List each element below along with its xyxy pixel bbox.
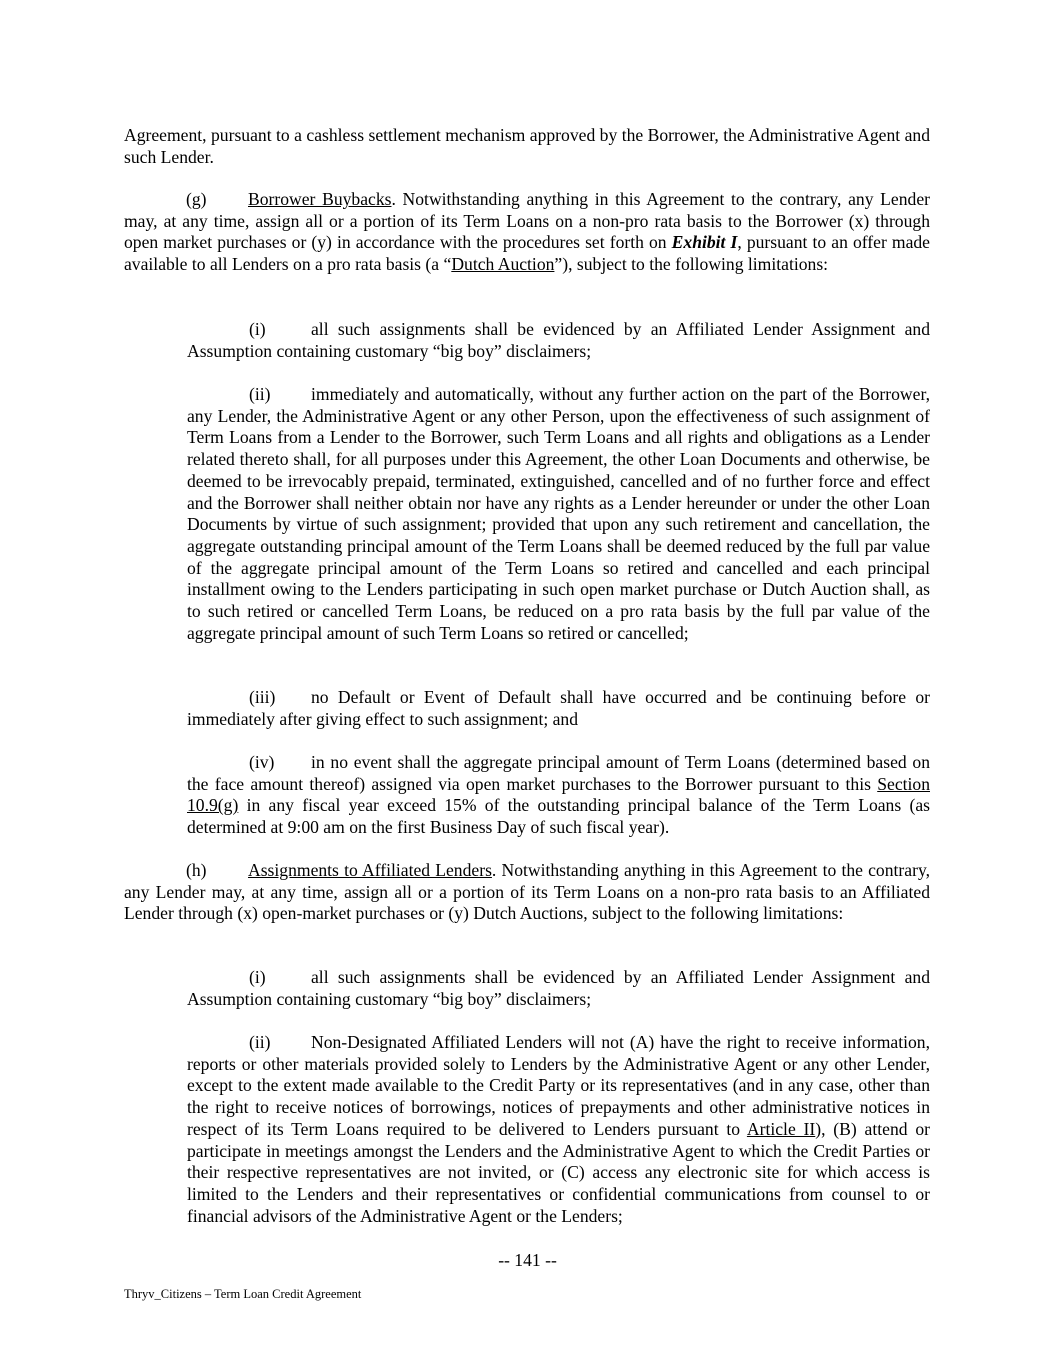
defined-term-dutch-auction: Dutch Auction (451, 254, 555, 275)
clause-number: (iv) (249, 752, 275, 772)
section-g (124, 189, 930, 276)
clause-text: all such assignments shall be evidenced by an Affiliated Lender Assignment and Assumption containing customary “big boy” disclaimers; (187, 319, 930, 361)
clause-number: (iii) (249, 687, 276, 707)
exhibit-reference: Exhibit I (671, 232, 738, 253)
clause-text: in no event shall the aggregate principal amount of Term Loans (determined based on the face amount thereof) assigned via open market purchases to the Borrower pursuant to this (187, 752, 930, 794)
section-h-text: . Notwithstanding anything in this Agreement to the contrary, any Lender may, at any time, assign all or a portion of its Term Loans on a non-pro rata basis to an Affiliated Lender through (x) open-market purchases or (y) Dutch Auctions, subject to the following limitations: (124, 860, 930, 924)
section-h-number: (h) (186, 860, 207, 880)
clause-number: (ii) (249, 384, 271, 404)
clause-text: no Default or Event of Default shall have occurred and be continuing before or immediately after giving effect to such assignment; and (187, 687, 930, 729)
section-g-clause-i (187, 319, 930, 362)
continuation-text: Agreement, pursuant to a cashless settlement mechanism approved by the Borrower, the Administrative Agent and such Lender. (124, 125, 930, 167)
clause-text: all such assignments shall be evidenced by an Affiliated Lender Assignment and Assumption containing customary “big boy” disclaimers; (187, 967, 930, 1009)
continuation-paragraph (124, 125, 930, 168)
page-number: -- 141 -- (498, 1250, 557, 1270)
section-h-heading: Assignments to Affiliated Lenders (248, 860, 492, 880)
clause-number: (i) (249, 319, 266, 339)
clause-number: (ii) (249, 1032, 271, 1052)
clause-text: immediately and automatically, without any further action on the part of the Borrower, any Lender, the Administrative Agent or any other Person, upon the effectiveness of such assignment of Term Loans from a Lender to the Borrower, such Term Loans and all rights and obligations as a Lender related thereto shall, for all purposes under this Agreement, the other Loan Documents and otherwise, be deemed to be irrevocably prepaid, terminated, extinguished, cancelled and of no further force and effect and the Borrower shall neither obtain nor have any rights as a Lender hereunder or under the other Loan Documents by virtue of such assignment; provided that upon any such retirement and cancellation, the aggregate outstanding principal amount of the Term Loans shall be deemed reduced by the full par value of the aggregate principal amount of the Term Loans so retired and cancelled and each principal installment owing to the Lenders participating in such open market purchase or Dutch Auction shall, as to such retired or cancelled Term Loans, be reduced on a pro rata basis by the full par value of the aggregate principal amount of such Term Loans so retired or cancelled; (187, 384, 930, 643)
section-g-clause-iii (187, 687, 930, 730)
section-g-text: . Notwithstanding anything in this Agreement to the contrary, any Lender may, at any time, assign all or a portion of its Term Loans on a non-pro rata basis to the Borrower (x) through open market purchases or (y) in accordance with the procedures set forth on (124, 189, 930, 253)
section-h (124, 860, 930, 925)
section-g-clause-iv (187, 752, 930, 839)
section-h-clause-ii (187, 1032, 930, 1227)
article-reference: Article II (746, 1118, 816, 1139)
clause-text-2: ), (B) attend or participate in meetings amongst the Lenders and the Administrative Agent to which the Credit Parties or their respective representatives are not invited, or (C) access any electronic site for which access is limited to the Lenders and their representatives or confidential communications from counsel to or financial advisors of the Administrative Agent or the Lenders; (187, 1118, 930, 1226)
document-footer: Thryv_Citizens – Term Loan Credit Agreement (124, 1287, 362, 1301)
section-g-number: (g) (186, 189, 207, 209)
section-g-clause-ii (187, 384, 930, 644)
section-g-heading: Borrower Buybacks (248, 189, 392, 209)
section-reference: Section 10.9(g) (187, 773, 930, 816)
clause-text-2: in any fiscal year exceed 15% of the outstanding principal balance of the Term Loans (as determined at 9:00 am on the first Business Day of such fiscal year). (187, 795, 930, 838)
section-g-text-2: , pursuant to an offer made available to all Lenders on a pro rata basis (a “ (124, 232, 930, 275)
clause-text: Non-Designated Affiliated Lenders will not (A) have the right to receive information, reports or other materials provided solely to Lenders by the Administrative Agent or any other Lender, except to the extent made available to the Credit Party or its representatives (and in any case, other than the right to receive notices of borrowings, notices of prepayments and other administrative notices in respect of its Term Loans required to be delivered to Lenders pursuant to (187, 1032, 930, 1139)
section-h-clause-i (187, 967, 930, 1010)
section-g-text-3: ”), subject to the following limitations: (554, 254, 829, 275)
clause-number: (i) (249, 967, 266, 987)
